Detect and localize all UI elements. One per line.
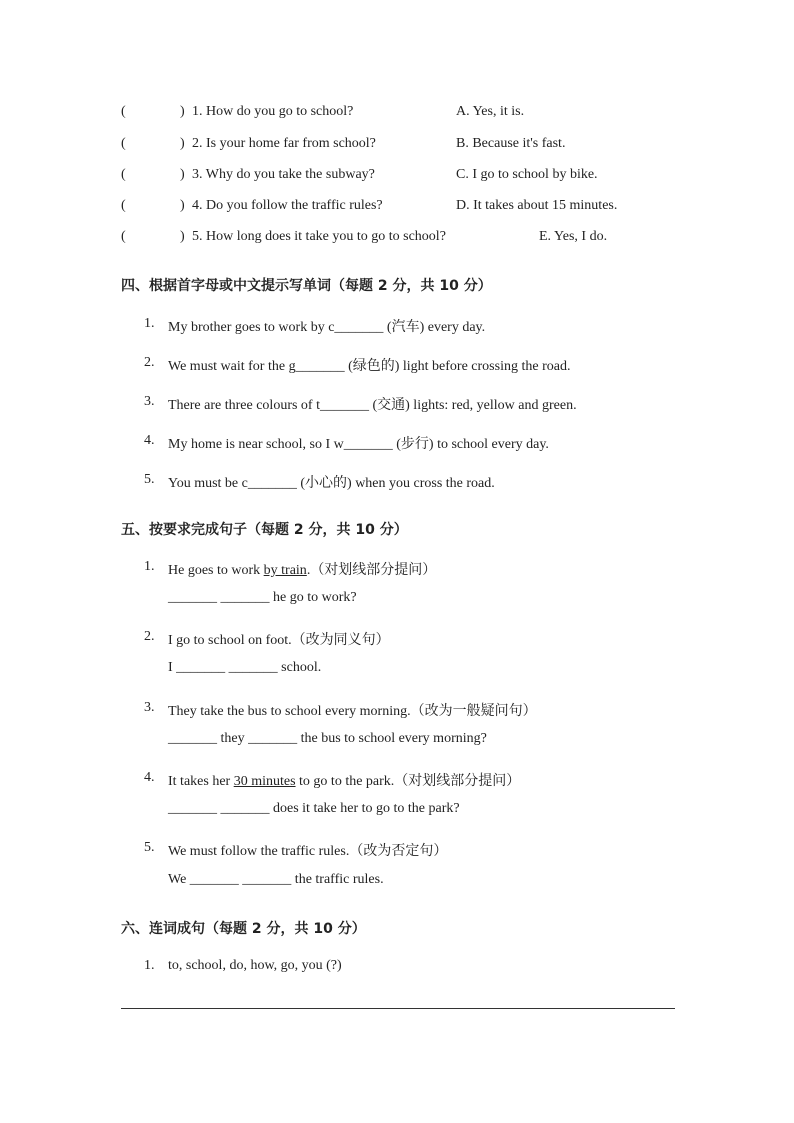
underlined-phrase: 30 minutes: [233, 774, 296, 789]
matching-answer: D. It takes about 15 minutes.: [456, 198, 618, 213]
matching-answer: B. Because it's fast.: [456, 136, 566, 151]
answer-paren-open: (: [121, 136, 126, 151]
section-heading: 六、连词成句（每题 2 分，共 10 分）: [121, 921, 366, 937]
answer-paren-close: ): [180, 104, 185, 119]
prompt-text: It takes her: [168, 774, 234, 789]
item-number: 5.: [144, 472, 155, 487]
item-text: You must be c_______ (小心的) when you cross the road.: [168, 476, 495, 491]
matching-question: 5. How long does it take you to go to school?: [192, 229, 446, 244]
answer-line: I _______ _______ school.: [168, 660, 322, 675]
answer-line: _______ they _______ the bus to school every morning?: [168, 731, 487, 746]
section-heading: 四、根据首字母或中文提示写单词（每题 2 分，共 10 分）: [121, 278, 492, 294]
prompt-text: He goes to work: [168, 563, 264, 578]
item-prompt: [168, 770, 520, 790]
answer-paren-open: (: [121, 104, 126, 119]
answer-paren-close: ): [180, 167, 185, 182]
item-prompt: They take the bus to school every morning.（改为一般疑问句）: [168, 704, 537, 719]
answer-paren-close: ): [180, 198, 185, 213]
item-prompt: We must follow the traffic rules.（改为否定句）: [168, 844, 448, 859]
item-number: 2.: [144, 355, 155, 370]
item-text: We must wait for the g_______ (绿色的) light before crossing the road.: [168, 359, 571, 374]
item-text: to, school, do, how, go, you (?): [168, 958, 342, 973]
answer-paren-close: ): [180, 229, 185, 244]
answer-line: _______ _______ he go to work?: [168, 590, 357, 605]
underlined-phrase: by train: [263, 563, 307, 578]
answer-rule: [121, 1008, 675, 1009]
item-number: 4.: [144, 433, 155, 448]
section-heading: 五、按要求完成句子（每题 2 分，共 10 分）: [121, 522, 408, 538]
item-number: 3.: [144, 394, 155, 409]
matching-question: 2. Is your home far from school?: [192, 136, 376, 151]
answer-paren-close: ): [180, 136, 185, 151]
item-number: 2.: [144, 629, 155, 644]
item-number: 1.: [144, 316, 155, 331]
item-number: 4.: [144, 770, 155, 785]
item-number: 5.: [144, 840, 155, 855]
prompt-instruction: to go to the park.（对划线部分提问）: [295, 774, 521, 789]
matching-question: 1. How do you go to school?: [192, 104, 354, 119]
item-text: My home is near school, so I w_______ (步行) to school every day.: [168, 437, 549, 452]
item-number: 1.: [144, 958, 155, 973]
matching-question: 3. Why do you take the subway?: [192, 167, 375, 182]
item-prompt: I go to school on foot.（改为同义句）: [168, 633, 390, 648]
matching-question: 4. Do you follow the traffic rules?: [192, 198, 383, 213]
answer-line: _______ _______ does it take her to go to the park?: [168, 801, 460, 816]
matching-answer: E. Yes, I do.: [539, 229, 608, 244]
prompt-instruction: .（对划线部分提问）: [306, 563, 437, 578]
item-text: There are three colours of t_______ (交通) lights: red, yellow and green.: [168, 398, 577, 413]
answer-line: We _______ _______ the traffic rules.: [168, 872, 384, 887]
item-text: My brother goes to work by c_______ (汽车) every day.: [168, 320, 486, 335]
item-number: 3.: [144, 700, 155, 715]
answer-paren-open: (: [121, 229, 126, 244]
matching-answer: C. I go to school by bike.: [456, 167, 598, 182]
matching-answer: A. Yes, it is.: [456, 104, 525, 119]
answer-paren-open: (: [121, 198, 126, 213]
item-number: 1.: [144, 559, 155, 574]
item-prompt: [168, 559, 436, 579]
answer-paren-open: (: [121, 167, 126, 182]
